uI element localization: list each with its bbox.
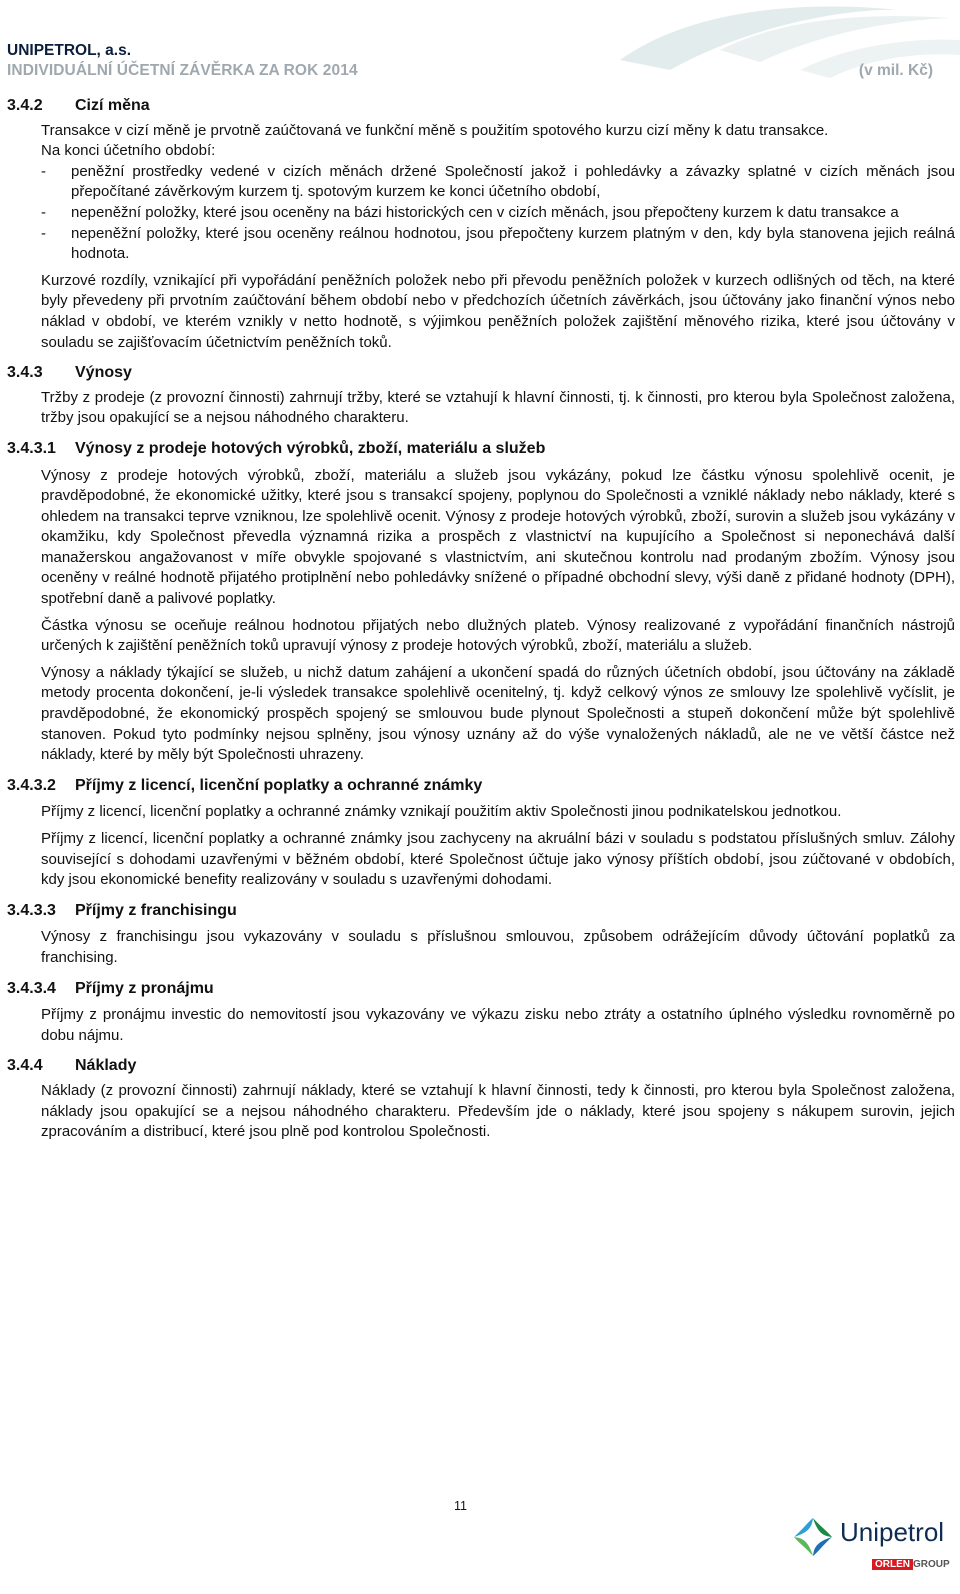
paragraph: Transakce v cizí měně je prvotně zaúčtovaná ve funkční měně s použitím spotového kurzu cizí měny k datu transakce. xyxy=(41,121,829,139)
subsection-heading xyxy=(7,776,955,797)
section-title: Výnosy xyxy=(75,364,132,382)
section-number: 3.4.3 xyxy=(7,364,43,382)
section-3-4-3-3 xyxy=(7,901,955,969)
document-body xyxy=(7,96,955,1143)
subsection-title: Výnosy z prodeje hotových výrobků, zboží, materiálu a služeb xyxy=(75,439,546,457)
bullet-text: peněžní prostředky vedené v cizích měnách držené Společností jakož i pohledávky a závazky splatné v cizích měnách jsou přepočítané závěrkovým kurzem tj. spotovým kurzem ke konci účetního období, xyxy=(71,162,955,201)
subsection-title: Příjmy z licencí, licenční poplatky a ochranné známky xyxy=(75,776,483,794)
logo-group-label xyxy=(872,1559,950,1570)
page-number: 11 xyxy=(454,1499,467,1513)
logo-mark-icon xyxy=(790,1514,836,1560)
group-text: GROUP xyxy=(913,1559,950,1570)
section-3-4-4 xyxy=(7,1056,955,1142)
paragraph: Výnosy a náklady týkající se služeb, u nichž datum zahájení a ukončení spadá do různých účetních období, jsou účtovány na základě metody procenta dokončení, je-li výsledek transakce spolehlivě ocenitelný, tj. když celkový výnos ze smlouvy lze spolehlivě vyčíslit, je pravděpodobné, že ekonomický prospěch spojený se smlouvou bude plynout Společnosti a stupeň dokončení může být spolehlivě stanoven. Pokud tyto podmínky nejsou splněny, jsou výnosy uznány až do výše vynaložených nákladů, ale ne ve větší částce než náklady, které by měly být Společnosti uhrazeny. xyxy=(41,663,955,764)
subsection-title: Příjmy z pronájmu xyxy=(75,979,214,997)
subsection-title: Příjmy z franchisingu xyxy=(75,901,237,919)
subsection-heading xyxy=(7,439,955,460)
section-title: Náklady xyxy=(75,1057,137,1075)
section-3-4-3 xyxy=(7,363,955,429)
paragraph: Příjmy z licencí, licenční poplatky a ochranné známky vznikají použitím aktiv Společnosti jinou podnikatelskou jednotkou. xyxy=(41,803,842,821)
subsection-heading xyxy=(7,901,955,922)
bullet-dash: - xyxy=(41,162,46,180)
header-report-title: INDIVIDUÁLNÍ ÚČETNÍ ZÁVĚRKA ZA ROK 2014 xyxy=(7,62,358,79)
paragraph: Náklady (z provozní činnosti) zahrnují náklady, které se vztahují k hlavní činnosti, tedy k činnosti, pro kterou byla Společnost založena, náklady jsou opakující se a nejsou náhodného charakteru. Především jde o náklady, které jsou spojeny s nákupem surovin, jejich zpracováním a distribucí, které jsou plně pod kontrolou Společnosti. xyxy=(41,1081,955,1141)
section-heading xyxy=(7,1056,955,1077)
logo-text: Unipetrol xyxy=(840,1517,945,1547)
header-unit: (v mil. Kč) xyxy=(858,62,933,79)
bullet-item xyxy=(41,203,955,224)
bullet-text: nepeněžní položky, které jsou oceněny reálnou hodnotou, jsou přepočteny kurzem platným v den, kdy byla stanovena jejich reálná hodnota. xyxy=(71,224,955,263)
paragraph: Kurzové rozdíly, vznikající při vypořádání peněžních položek nebo při převodu peněžních položek v kurzech odlišných od těch, na které byly převedeny při prvotním zaúčtování během období nebo v předchozích účetních závěrkách, jsou účtovány jako finanční výnos nebo náklad v období, ve kterém vznikly v netto hodnotě, s výjimkou peněžních položek zajištění měnového rizika, které jsou účtovány v souladu se zajišťovacím účetnictvím peněžních toků. xyxy=(41,271,955,351)
section-3-4-2 xyxy=(7,96,955,353)
unipetrol-logo xyxy=(790,1514,950,1588)
subsection-number: 3.4.3.3 xyxy=(7,901,56,919)
paragraph: Příjmy z pronájmu investic do nemovitostí jsou vykazovány ve výkazu zisku nebo ztráty a ostatního úplného výsledku rovnoměrně po dobu nájmu. xyxy=(41,1006,955,1044)
bullet-text: nepeněžní položky, které jsou oceněny na bázi historických cen v cizích měnách, jsou přepočteny kurzem k datu transakce a xyxy=(71,203,899,221)
orlen-badge: ORLEN xyxy=(872,1559,913,1570)
bullet-item xyxy=(41,224,955,265)
section-heading xyxy=(7,363,955,384)
header-company: UNIPETROL, a.s. xyxy=(7,42,132,59)
subsection-number: 3.4.3.1 xyxy=(7,439,56,457)
bullet-item xyxy=(41,162,955,203)
bullet-dash: - xyxy=(41,203,46,221)
paragraph: Na konci účetního období: xyxy=(41,142,216,160)
paragraph: Výnosy z franchisingu jsou vykazovány v souladu s příslušnou smlouvou, způsobem odrážejícím důvody účtování poplatků za franchising. xyxy=(41,928,955,966)
section-3-4-3-4 xyxy=(7,979,955,1047)
subsection-number: 3.4.3.2 xyxy=(7,776,56,794)
section-3-4-3-2 xyxy=(7,776,955,891)
paragraph: Výnosy z prodeje hotových výrobků, zboží, materiálu a služeb jsou vykázány, pokud lze částku výnosu spolehlivě ocenit, je pravděpodobné, že ekonomické užitky, které jsou s transakcí spojeny, poplynou do Společnosti a vzniklé náklady nebo náklady, které s ohledem na transakci teprve vzniknou, lze spolehlivě ocenit. Výnosy z prodeje hotových výrobků, zboží, surovin a služeb jsou vykázány v okamžiku, kdy Společnost převedla významná rizika a prospěch z vlastnictví na kupujícího a Společnost si neponechává další manažerskou angažovanost v míře obvykle spojované s vlastnictvím, ani skutečnou kontrolu nad prodaným zbožím. Výnosy jsou oceněny v reálné hodnotě přijatého protiplnění nebo pohledávky snížené o případné obchodní slevy, výši daně z přidané hodnoty (DPH), spotřební daně a palivové poplatky. xyxy=(41,466,955,608)
section-3-4-3-1 xyxy=(7,439,955,766)
section-number: 3.4.4 xyxy=(7,1057,43,1075)
section-title: Cizí měna xyxy=(75,97,150,114)
paragraph: Tržby z prodeje (z provozní činnosti) zahrnují tržby, které se vztahují k hlavní činnosti, tj. k činnosti, pro kterou byla Společnost založena, tržby jsou opakující se a nejsou náhodného charakteru. xyxy=(41,388,955,427)
section-heading xyxy=(7,96,955,117)
subsection-heading xyxy=(7,979,955,1000)
paragraph: Částka výnosu se oceňuje reálnou hodnotou přijatých nebo dlužných plateb. Výnosy realizované z vypořádání finančních nástrojů určených k zajištění peněžních toků upravují výnosy z prodeje hotových výrobků, zboží, materiálu a služeb. xyxy=(41,616,955,655)
paragraph: Příjmy z licencí, licenční poplatky a ochranné známky jsou zachyceny na akruální bázi v souladu s podstatou příslušných smluv. Zálohy související s dohodami uzavřenými v běžném období, které Společnost účtuje jako výnosy příštích období, jsou zúčtované v obdobích, kdy jsou ekonomické benefity realizovány v souladu s uzavřenými dohodami. xyxy=(41,830,955,889)
subsection-number: 3.4.3.4 xyxy=(7,979,56,997)
bullet-dash: - xyxy=(41,224,46,242)
section-number: 3.4.2 xyxy=(7,97,43,114)
